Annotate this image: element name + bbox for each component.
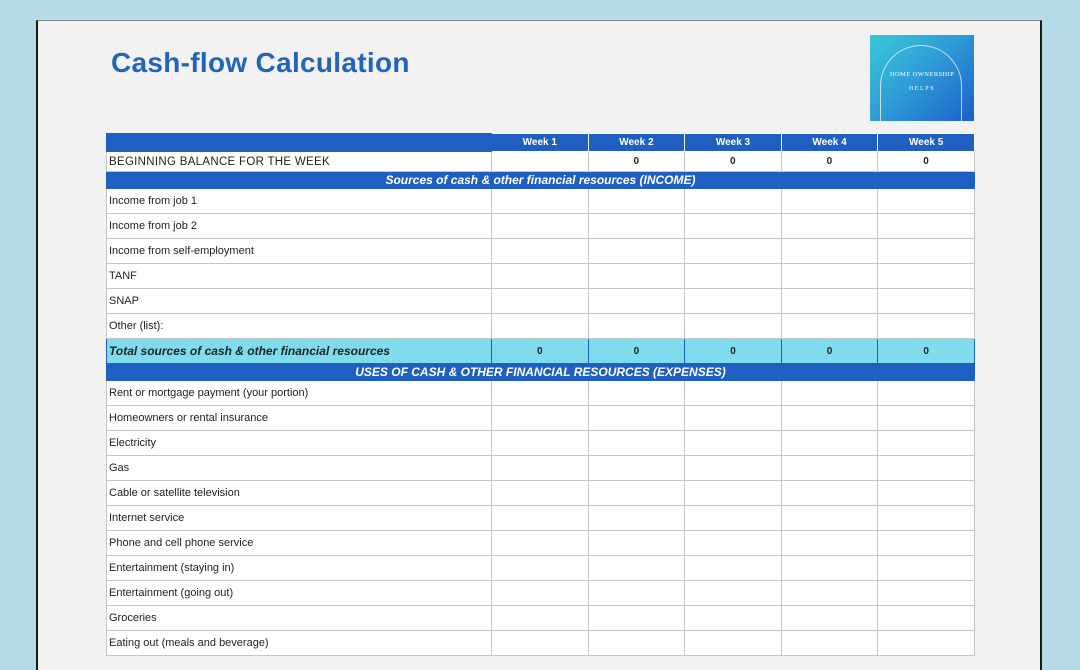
beginning-balance-week-4[interactable]: 0 xyxy=(781,152,878,172)
income-row xyxy=(107,214,975,239)
income-row-label: SNAP xyxy=(107,289,492,314)
income-row-label: Income from job 2 xyxy=(107,214,492,239)
income-cell-week-3[interactable] xyxy=(685,214,782,239)
income-row-label: Other (list): xyxy=(107,314,492,339)
expense-cell-week-3[interactable] xyxy=(685,556,782,581)
income-cell-week-2[interactable] xyxy=(588,239,685,264)
week-header-1: Week 1 xyxy=(492,134,589,152)
income-cell-week-1[interactable] xyxy=(492,314,589,339)
income-cell-week-4[interactable] xyxy=(781,314,878,339)
expense-cell-week-4[interactable] xyxy=(781,381,878,406)
spreadsheet-page xyxy=(36,20,1042,670)
income-cell-week-4[interactable] xyxy=(781,289,878,314)
expense-cell-week-5[interactable] xyxy=(878,406,975,431)
income-row xyxy=(107,314,975,339)
expenses-section-header-row xyxy=(107,364,975,381)
expense-cell-week-4[interactable] xyxy=(781,556,878,581)
expense-row-label: Phone and cell phone service xyxy=(107,531,492,556)
cashflow-table xyxy=(106,133,975,656)
income-total-week-1: 0 xyxy=(492,339,589,364)
income-cell-week-5[interactable] xyxy=(878,239,975,264)
expense-cell-week-2[interactable] xyxy=(588,581,685,606)
expense-cell-week-4[interactable] xyxy=(781,606,878,631)
expense-cell-week-2[interactable] xyxy=(588,381,685,406)
beginning-balance-week-5[interactable]: 0 xyxy=(878,152,975,172)
expense-cell-week-4[interactable] xyxy=(781,631,878,656)
expense-cell-week-4[interactable] xyxy=(781,506,878,531)
income-cell-week-2[interactable] xyxy=(588,289,685,314)
expense-row xyxy=(107,406,975,431)
income-cell-week-5[interactable] xyxy=(878,264,975,289)
income-total-label: Total sources of cash & other financial resources xyxy=(107,339,492,364)
logo-text-line1: HOME OWNERSHIP xyxy=(889,71,955,78)
expense-row-label: Cable or satellite television xyxy=(107,481,492,506)
income-row xyxy=(107,189,975,214)
income-total-week-4: 0 xyxy=(781,339,878,364)
expense-cell-week-2[interactable] xyxy=(588,481,685,506)
expense-cell-week-4[interactable] xyxy=(781,406,878,431)
income-total-week-2: 0 xyxy=(588,339,685,364)
income-cell-week-5[interactable] xyxy=(878,289,975,314)
beginning-balance-label: BEGINNING BALANCE FOR THE WEEK xyxy=(107,152,492,172)
expense-row xyxy=(107,631,975,656)
income-row xyxy=(107,289,975,314)
beginning-balance-week-1[interactable] xyxy=(492,152,589,172)
expense-cell-week-3[interactable] xyxy=(685,606,782,631)
income-cell-week-2[interactable] xyxy=(588,314,685,339)
income-cell-week-5[interactable] xyxy=(878,189,975,214)
expense-cell-week-1[interactable] xyxy=(492,406,589,431)
income-cell-week-3[interactable] xyxy=(685,289,782,314)
expense-cell-week-3[interactable] xyxy=(685,456,782,481)
income-cell-week-1[interactable] xyxy=(492,239,589,264)
expense-row xyxy=(107,456,975,481)
expense-cell-week-2[interactable] xyxy=(588,506,685,531)
expense-row-label: Entertainment (going out) xyxy=(107,581,492,606)
income-cell-week-5[interactable] xyxy=(878,214,975,239)
expense-cell-week-3[interactable] xyxy=(685,581,782,606)
expense-cell-week-1[interactable] xyxy=(492,531,589,556)
week-header-2: Week 2 xyxy=(588,134,685,152)
income-cell-week-3[interactable] xyxy=(685,189,782,214)
income-section-title: Sources of cash & other financial resources (INCOME) xyxy=(107,172,975,189)
expense-row xyxy=(107,381,975,406)
beginning-balance-row xyxy=(107,152,975,172)
income-row xyxy=(107,264,975,289)
income-cell-week-4[interactable] xyxy=(781,189,878,214)
expense-cell-week-1[interactable] xyxy=(492,431,589,456)
expense-cell-week-5[interactable] xyxy=(878,606,975,631)
income-cell-week-2[interactable] xyxy=(588,214,685,239)
expense-row xyxy=(107,481,975,506)
expense-cell-week-1[interactable] xyxy=(492,606,589,631)
expense-cell-week-1[interactable] xyxy=(492,581,589,606)
income-total-week-3: 0 xyxy=(685,339,782,364)
expense-cell-week-3[interactable] xyxy=(685,431,782,456)
expense-cell-week-1[interactable] xyxy=(492,556,589,581)
header-blank-cell xyxy=(107,134,492,152)
beginning-balance-week-2[interactable]: 0 xyxy=(588,152,685,172)
income-cell-week-5[interactable] xyxy=(878,314,975,339)
income-cell-week-2[interactable] xyxy=(588,189,685,214)
income-cell-week-4[interactable] xyxy=(781,214,878,239)
expense-cell-week-5[interactable] xyxy=(878,631,975,656)
expense-cell-week-3[interactable] xyxy=(685,481,782,506)
logo-arch-shape xyxy=(880,45,962,121)
logo-text-line2: HELPS xyxy=(908,86,936,92)
income-row xyxy=(107,239,975,264)
income-cell-week-4[interactable] xyxy=(781,239,878,264)
expense-cell-week-2[interactable] xyxy=(588,631,685,656)
expense-row-label: Homeowners or rental insurance xyxy=(107,406,492,431)
page-title: Cash-flow Calculation xyxy=(111,47,410,78)
expense-cell-week-3[interactable] xyxy=(685,631,782,656)
expense-row-label: Rent or mortgage payment (your portion) xyxy=(107,381,492,406)
expense-row-label: Gas xyxy=(107,456,492,481)
brand-logo xyxy=(870,35,974,121)
expense-cell-week-4[interactable] xyxy=(781,481,878,506)
income-cell-week-3[interactable] xyxy=(685,264,782,289)
expenses-section-title: USES OF CASH & OTHER FINANCIAL RESOURCES (EXPENSES) xyxy=(107,364,975,381)
week-header-5: Week 5 xyxy=(878,134,975,152)
expense-row-label: Groceries xyxy=(107,606,492,631)
expense-cell-week-5[interactable] xyxy=(878,506,975,531)
income-total-week-5: 0 xyxy=(878,339,975,364)
expense-cell-week-2[interactable] xyxy=(588,431,685,456)
expense-cell-week-4[interactable] xyxy=(781,581,878,606)
expense-cell-week-5[interactable] xyxy=(878,581,975,606)
expense-cell-week-2[interactable] xyxy=(588,531,685,556)
expense-cell-week-3[interactable] xyxy=(685,506,782,531)
expense-cell-week-5[interactable] xyxy=(878,556,975,581)
income-cell-week-3[interactable] xyxy=(685,239,782,264)
expense-row xyxy=(107,431,975,456)
income-cell-week-3[interactable] xyxy=(685,314,782,339)
expense-cell-week-2[interactable] xyxy=(588,556,685,581)
beginning-balance-week-3[interactable]: 0 xyxy=(685,152,782,172)
expense-cell-week-1[interactable] xyxy=(492,381,589,406)
expense-cell-week-2[interactable] xyxy=(588,456,685,481)
income-cell-week-4[interactable] xyxy=(781,264,878,289)
income-cell-week-2[interactable] xyxy=(588,264,685,289)
expense-cell-week-4[interactable] xyxy=(781,531,878,556)
expense-row xyxy=(107,606,975,631)
income-cell-week-1[interactable] xyxy=(492,289,589,314)
expense-row xyxy=(107,531,975,556)
week-header-4: Week 4 xyxy=(781,134,878,152)
expense-cell-week-1[interactable] xyxy=(492,481,589,506)
expense-cell-week-1[interactable] xyxy=(492,456,589,481)
expense-cell-week-2[interactable] xyxy=(588,606,685,631)
income-row-label: Income from job 1 xyxy=(107,189,492,214)
income-total-row xyxy=(107,339,975,364)
expense-cell-week-5[interactable] xyxy=(878,381,975,406)
income-row-label: Income from self-employment xyxy=(107,239,492,264)
income-row-label: TANF xyxy=(107,264,492,289)
expense-row-label: Electricity xyxy=(107,431,492,456)
expense-cell-week-1[interactable] xyxy=(492,631,589,656)
income-section-header-row xyxy=(107,172,975,189)
expense-cell-week-2[interactable] xyxy=(588,406,685,431)
expense-cell-week-3[interactable] xyxy=(685,531,782,556)
income-cell-week-1[interactable] xyxy=(492,189,589,214)
expense-cell-week-3[interactable] xyxy=(685,406,782,431)
expense-cell-week-5[interactable] xyxy=(878,531,975,556)
week-header-3: Week 3 xyxy=(685,134,782,152)
income-cell-week-1[interactable] xyxy=(492,214,589,239)
expense-row-label: Eating out (meals and beverage) xyxy=(107,631,492,656)
expense-cell-week-5[interactable] xyxy=(878,481,975,506)
expense-cell-week-5[interactable] xyxy=(878,456,975,481)
expense-row xyxy=(107,581,975,606)
expense-cell-week-4[interactable] xyxy=(781,431,878,456)
expense-cell-week-3[interactable] xyxy=(685,381,782,406)
expense-cell-week-5[interactable] xyxy=(878,431,975,456)
expense-row xyxy=(107,556,975,581)
income-cell-week-1[interactable] xyxy=(492,264,589,289)
expense-row-label: Internet service xyxy=(107,506,492,531)
expense-row-label: Entertainment (staying in) xyxy=(107,556,492,581)
week-header-row xyxy=(107,134,975,152)
expense-cell-week-4[interactable] xyxy=(781,456,878,481)
expense-cell-week-1[interactable] xyxy=(492,506,589,531)
expense-row xyxy=(107,506,975,531)
